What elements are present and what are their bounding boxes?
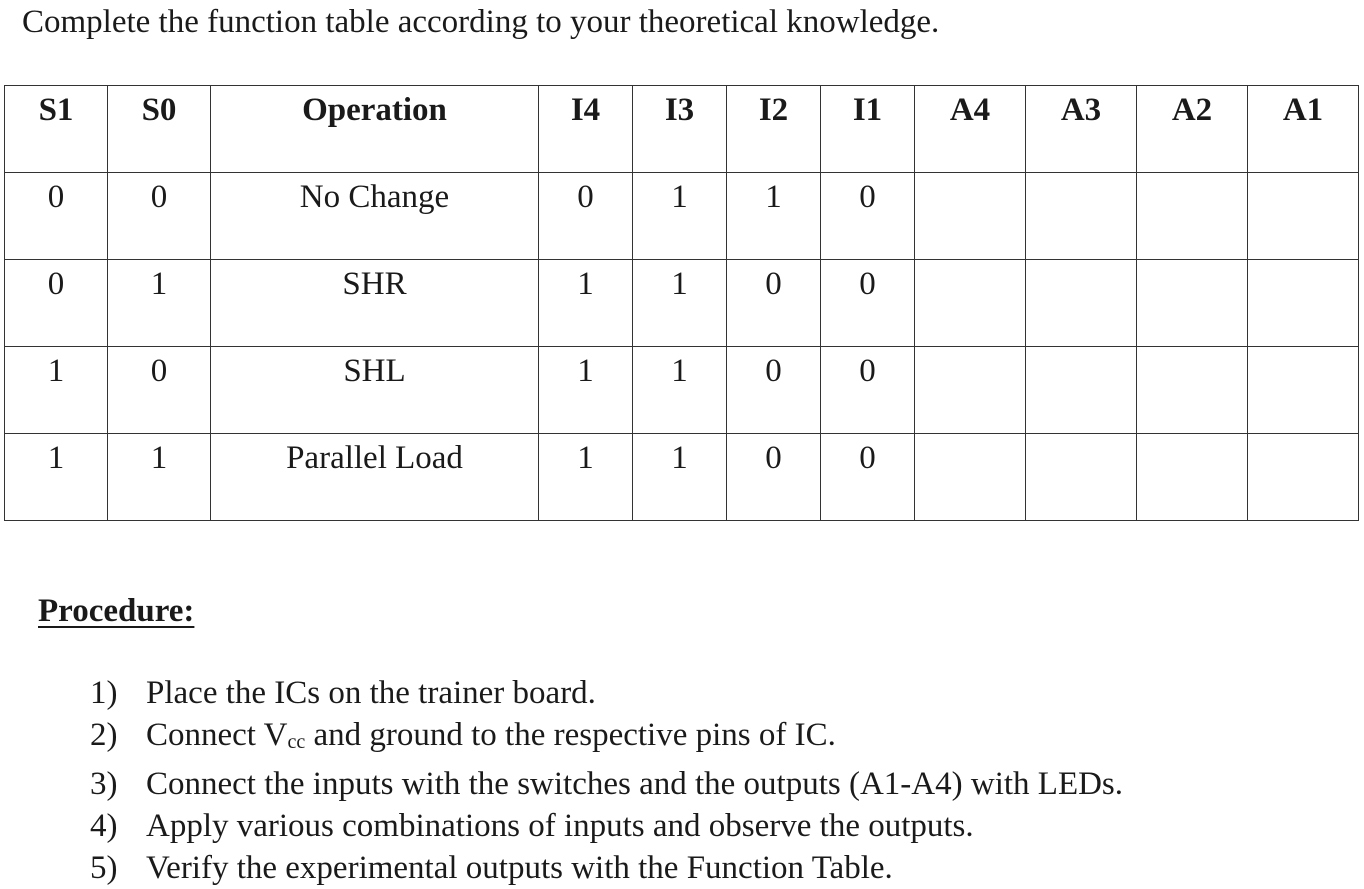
cell-a3	[1026, 434, 1137, 521]
cell-s1: 1	[5, 347, 108, 434]
step-number: 3)	[90, 766, 118, 802]
table-row	[5, 173, 1359, 260]
header-i3: I3	[633, 86, 727, 173]
cell-a1	[1248, 434, 1359, 521]
cell-a4	[915, 173, 1026, 260]
cell-a3	[1026, 260, 1137, 347]
cell-i4: 1	[539, 260, 633, 347]
cell-s0: 1	[108, 260, 211, 347]
cell-i1: 0	[821, 260, 915, 347]
cell-s1: 1	[5, 434, 108, 521]
table-row	[5, 260, 1359, 347]
header-a2: A2	[1137, 86, 1248, 173]
header-a4: A4	[915, 86, 1026, 173]
header-s1: S1	[5, 86, 108, 173]
cell-i2: 0	[727, 347, 821, 434]
procedure-steps	[90, 672, 1123, 889]
header-i1: I1	[821, 86, 915, 173]
table-row	[5, 347, 1359, 434]
cell-operation: SHL	[211, 347, 539, 434]
cell-i4: 0	[539, 173, 633, 260]
cell-i2: 0	[727, 434, 821, 521]
cell-s1: 0	[5, 260, 108, 347]
step-text: Place the ICs on the trainer board.	[146, 675, 596, 711]
step-number: 5)	[90, 850, 118, 886]
cell-a1	[1248, 173, 1359, 260]
cell-a3	[1026, 173, 1137, 260]
cell-i1: 0	[821, 434, 915, 521]
header-operation: Operation	[211, 86, 539, 173]
cell-a3	[1026, 347, 1137, 434]
cell-s1: 0	[5, 173, 108, 260]
cell-i1: 0	[821, 347, 915, 434]
procedure-step	[90, 763, 1123, 805]
procedure-step	[90, 805, 1123, 847]
cell-i3: 1	[633, 347, 727, 434]
cell-a4	[915, 434, 1026, 521]
cell-a2	[1137, 173, 1248, 260]
step-text: Connect the inputs with the switches and the outputs (A1-A4) with LEDs.	[146, 766, 1124, 802]
instructions-text: Complete the function table according to your theoretical knowledge.	[22, 4, 940, 40]
cell-i1: 0	[821, 173, 915, 260]
cell-a4	[915, 347, 1026, 434]
cell-a2	[1137, 347, 1248, 434]
procedure-step	[90, 672, 1123, 714]
cell-s0: 1	[108, 434, 211, 521]
cell-i3: 1	[633, 434, 727, 521]
step-number: 1)	[90, 675, 118, 711]
step-text: Apply various combinations of inputs and observe the outputs.	[146, 808, 974, 844]
cell-s0: 0	[108, 347, 211, 434]
function-table	[4, 85, 1359, 521]
cell-a2	[1137, 434, 1248, 521]
step-number: 2)	[90, 717, 118, 753]
procedure-step	[90, 714, 1123, 763]
table-header-row	[5, 86, 1359, 173]
vcc-subscript: cc	[287, 731, 306, 753]
cell-operation: Parallel Load	[211, 434, 539, 521]
cell-operation: SHR	[211, 260, 539, 347]
step-text-post: and ground to the respective pins of IC.	[305, 717, 836, 753]
header-a1: A1	[1248, 86, 1359, 173]
procedure-heading: Procedure:	[38, 593, 195, 629]
step-number: 4)	[90, 808, 118, 844]
cell-a4	[915, 260, 1026, 347]
header-s0: S0	[108, 86, 211, 173]
cell-a2	[1137, 260, 1248, 347]
cell-operation: No Change	[211, 173, 539, 260]
cell-i4: 1	[539, 347, 633, 434]
cell-i4: 1	[539, 434, 633, 521]
cell-i3: 1	[633, 260, 727, 347]
header-a3: A3	[1026, 86, 1137, 173]
table-row	[5, 434, 1359, 521]
header-i2: I2	[727, 86, 821, 173]
cell-i2: 1	[727, 173, 821, 260]
cell-a1	[1248, 260, 1359, 347]
step-text: Verify the experimental outputs with the Function Table.	[146, 850, 893, 886]
header-i4: I4	[539, 86, 633, 173]
procedure-step	[90, 847, 1123, 889]
cell-i2: 0	[727, 260, 821, 347]
cell-i3: 1	[633, 173, 727, 260]
cell-a1	[1248, 347, 1359, 434]
step-text-pre: Connect V	[146, 717, 288, 753]
cell-s0: 0	[108, 173, 211, 260]
